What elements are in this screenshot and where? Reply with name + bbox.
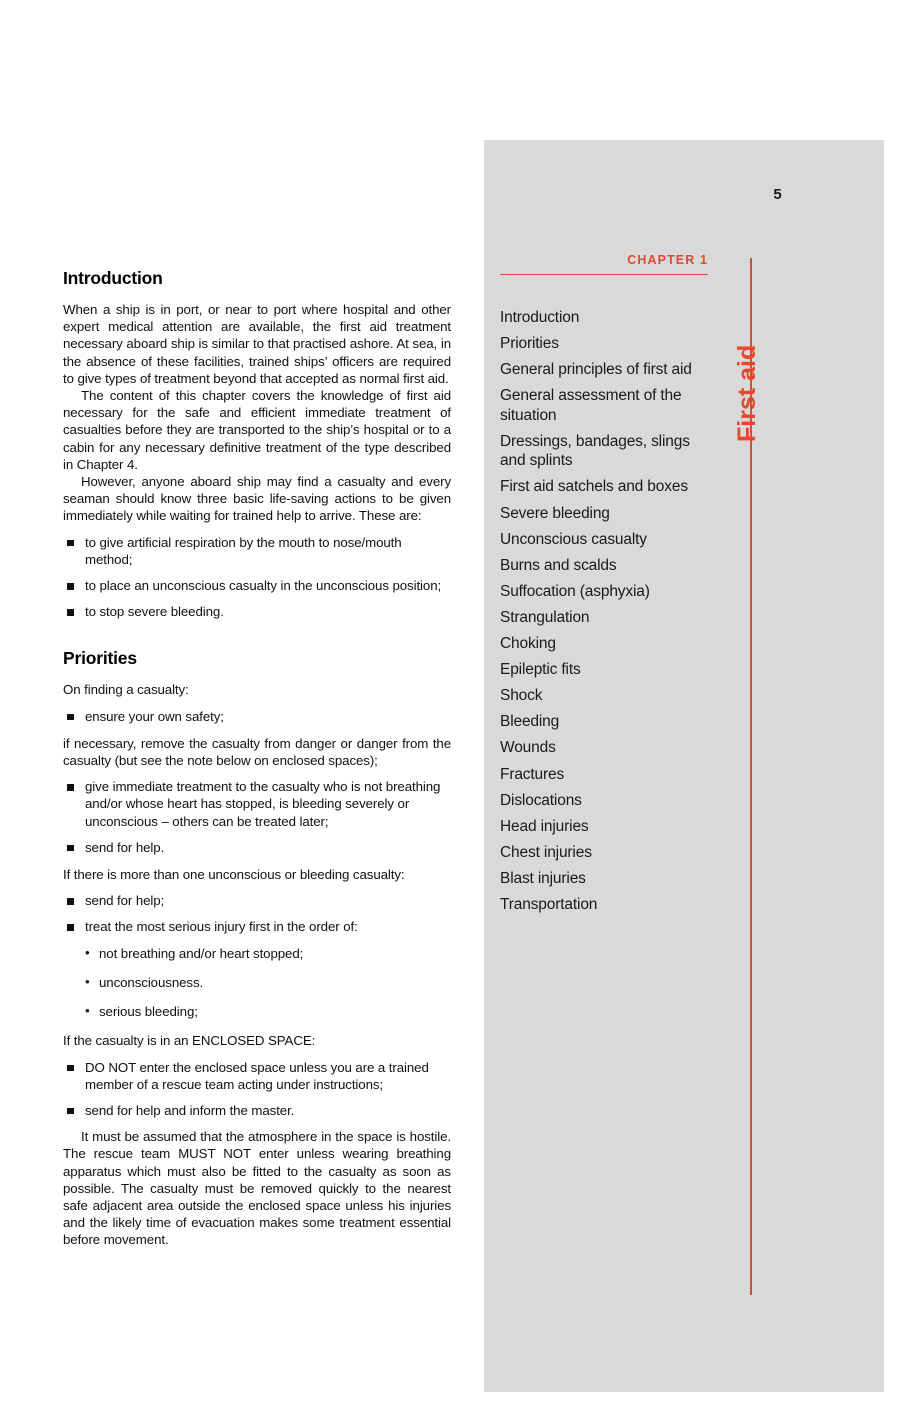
introduction-paragraph-2: The content of this chapter covers the knowledge of first aid necessary for the safe and efficient immediate treatment of casualties before they are transported to the ship’s hospital or to a cabin for any necessary definitive treatment of the type described in Chapter 4. [63, 388, 451, 472]
toc-item[interactable]: Choking [500, 635, 556, 653]
toc-item[interactable]: Priorities [500, 335, 559, 353]
toc-item[interactable]: Epileptic fits [500, 661, 581, 679]
list-item: ensure your own safety; [63, 708, 451, 725]
toc-item[interactable]: Severe bleeding [500, 504, 610, 522]
introduction-paragraph-1: When a ship is in port, or near to port where hospital and other expert medical attention are available, the first aid treatment necessary aboard ship is similar to that practised ashore. At sea, in the absence of these facilities, trained ships’ officers are required to give types of treatment beyond that accepted as normal first aid. [63, 302, 451, 386]
list-item: DO NOT enter the enclosed space unless you are a trained member of a rescue team acting under instructions; [63, 1059, 451, 1093]
list-item: to stop severe bleeding. [63, 603, 451, 620]
priorities-bullet-list-4 [63, 1059, 451, 1120]
toc-item[interactable]: Introduction [500, 309, 580, 326]
list-item: treat the most serious injury first in the order of: [63, 918, 451, 935]
introduction-paragraph-3: However, anyone aboard ship may find a casualty and every seaman should know three basic life-saving actions to be given immediately while waiting for trained help to arrive. These are: [63, 474, 451, 524]
list-item: to give artificial respiration by the mouth to nose/mouth method; [63, 534, 451, 568]
priorities-lead-3: If the casualty is in an ENCLOSED SPACE: [63, 1033, 316, 1049]
priorities-lead-1: On finding a casualty: [63, 682, 189, 698]
toc-item[interactable]: Blast injuries [500, 869, 586, 887]
toc-item[interactable]: General principles of first aid [500, 361, 692, 379]
toc-item[interactable]: Shock [500, 687, 543, 705]
priorities-bullet-list-1 [63, 708, 451, 725]
toc-item[interactable]: Transportation [500, 895, 598, 913]
priorities-sub-list [63, 945, 451, 1021]
introduction-bullet-list [63, 534, 451, 621]
priorities-bullet-list-2 [63, 778, 451, 856]
toc-item[interactable]: Head injuries [500, 817, 589, 835]
toc-item[interactable]: Suffocation (asphyxia) [500, 582, 650, 600]
chapter-label: CHAPTER 1 [627, 253, 708, 267]
list-item: send for help. [63, 839, 451, 856]
list-item: send for help; [63, 892, 451, 909]
toc-item[interactable]: Bleeding [500, 713, 560, 731]
list-item: • unconsciousness. [63, 974, 451, 991]
page-number: 5 [773, 186, 782, 203]
list-item: to place an unconscious casualty in the unconscious position; [63, 577, 451, 594]
chapter-tab-title [733, 262, 798, 442]
priorities-heading: Priorities [63, 648, 137, 669]
table-of-contents [500, 308, 712, 921]
priorities-lead-2: If there is more than one unconscious or bleeding casualty: [63, 867, 405, 883]
chapter-tab-title-label: First aid [733, 344, 761, 442]
list-item: send for help and inform the master. [63, 1102, 451, 1119]
toc-item[interactable]: Strangulation [500, 608, 590, 626]
toc-item[interactable]: Dislocations [500, 791, 582, 809]
toc-item[interactable]: Wounds [500, 739, 556, 757]
toc-item[interactable]: Burns and scalds [500, 556, 617, 574]
toc-item[interactable]: Chest injuries [500, 843, 592, 861]
priorities-bullet-list-3 [63, 892, 451, 935]
toc-item[interactable]: First aid satchels and boxes [500, 478, 688, 496]
list-item: • serious bleeding; [63, 1003, 451, 1020]
list-item: give immediate treatment to the casualty who is not breathing and/or whose heart has stopped, is bleeding severely or unconscious – others can be treated later; [63, 778, 451, 830]
toc-item[interactable]: Dressings, bandages, slings and splints [500, 432, 690, 470]
introduction-heading: Introduction [63, 268, 163, 288]
toc-item[interactable]: Unconscious casualty [500, 530, 647, 548]
priorities-paragraph-1: if necessary, remove the casualty from danger or danger from the casualty (but see the note below on enclosed spaces); [63, 735, 451, 769]
chapter-divider-rule [500, 274, 708, 275]
toc-item[interactable]: General assessment of the situation [500, 387, 682, 424]
list-item: • not breathing and/or heart stopped; [63, 945, 451, 962]
main-text-column [63, 268, 451, 1249]
toc-item[interactable]: Fractures [500, 765, 565, 783]
priorities-paragraph-2: It must be assumed that the atmosphere in the space is hostile. The rescue team MUST NOT enter unless wearing breathing apparatus which must also be fitted to the casualty as soon as possible. The casualty must be removed quickly to the nearest safe adjacent area outside the enclosed space unless his injuries and the likely time of evacuation makes some treatment essential before movement. [63, 1129, 451, 1248]
